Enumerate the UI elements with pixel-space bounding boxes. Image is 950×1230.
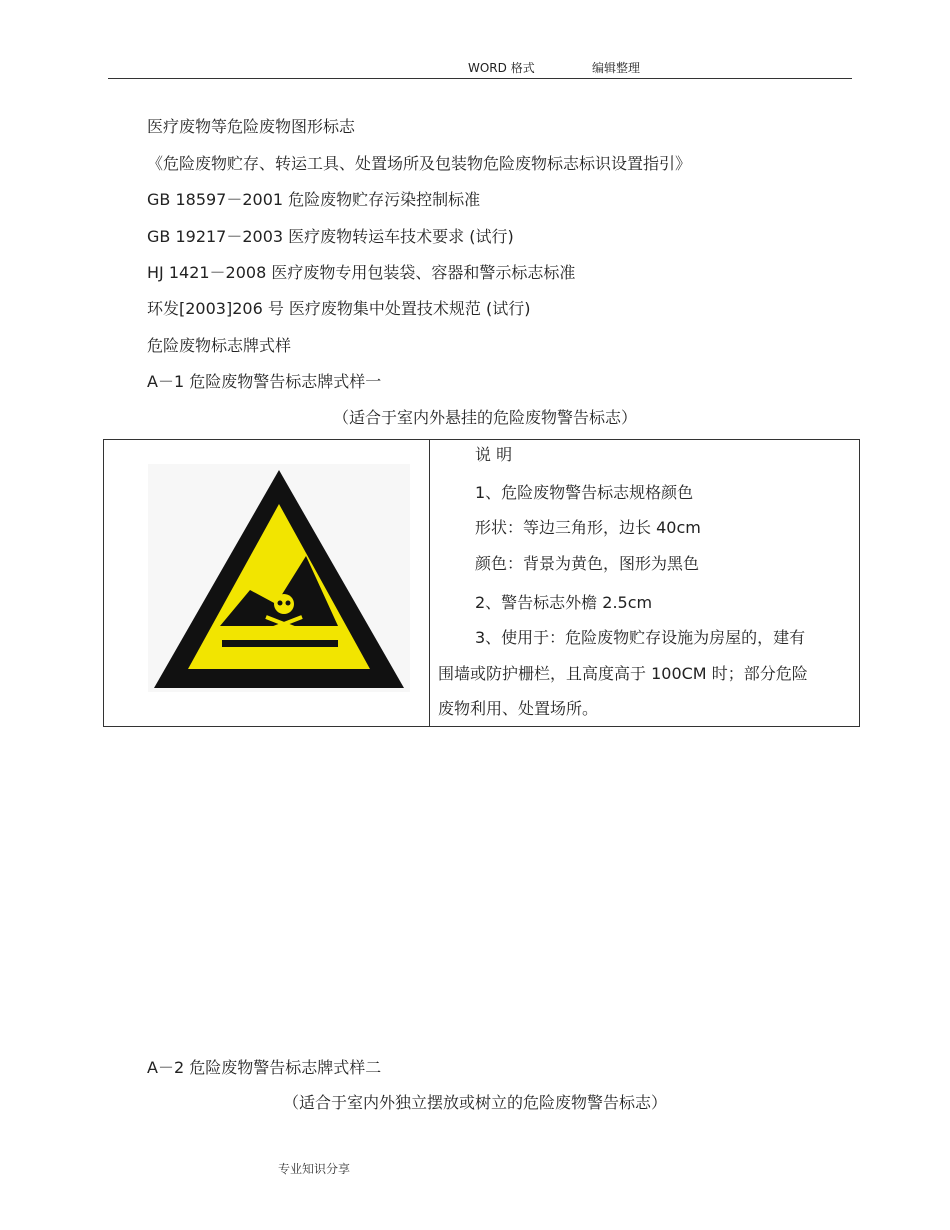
- standard-gb19217: GB 19217－2003 医疗废物转运车技术要求 (试行): [147, 227, 514, 246]
- standard-hj1421: HJ 1421－2008 医疗废物专用包装袋、容器和警示标志标准: [147, 263, 576, 282]
- hazard-triangle-icon: [148, 464, 410, 692]
- header-edit: 编辑整理: [592, 61, 641, 75]
- note-hanging: （适合于室内外悬挂的危险废物警告标志）: [333, 408, 638, 427]
- table-divider: [429, 440, 430, 726]
- header-format: WORD 格式: [468, 61, 535, 75]
- desc-item-usage-cont: 围墙或防护栅栏，且高度高于 100CM 时；部分危险: [438, 664, 808, 683]
- sign-style-heading: 危险废物标志牌式样: [147, 336, 292, 355]
- guideline-title: 《危险废物贮存、转运工具、处置场所及包装物危险废物标志标识设置指引》: [147, 154, 692, 173]
- sign-spec-table: [103, 439, 860, 727]
- desc-item-spec-color: 1、危险废物警告标志规格颜色: [475, 483, 694, 502]
- section-a1-title: A－1 危险废物警告标志牌式样一: [147, 372, 382, 391]
- desc-title: 说 明: [475, 445, 513, 464]
- desc-item-usage-end: 废物利用、处置场所。: [438, 699, 599, 718]
- page-footer: 专业知识分享: [278, 1162, 351, 1176]
- warning-sign-image: [148, 464, 410, 692]
- heading-medical-waste: 医疗废物等危险废物图形标志: [147, 117, 356, 136]
- desc-item-shape: 形状：等边三角形，边长 40cm: [475, 518, 701, 537]
- standard-huanfa: 环发[2003]206 号 医疗废物集中处置技术规范 (试行): [147, 299, 531, 318]
- note-standing: （适合于室内外独立摆放或树立的危险废物警告标志）: [283, 1093, 668, 1112]
- desc-item-color: 颜色：背景为黄色，图形为黑色: [475, 554, 700, 573]
- standard-gb18597: GB 18597－2001 危险废物贮存污染控制标准: [147, 190, 481, 209]
- page-header: [108, 58, 852, 79]
- desc-item-usage: 3、使用于：危险废物贮存设施为房屋的，建有: [475, 628, 806, 647]
- section-a2-title: A－2 危险废物警告标志牌式样二: [147, 1058, 382, 1077]
- desc-item-eave: 2、警告标志外檐 2.5cm: [475, 593, 653, 612]
